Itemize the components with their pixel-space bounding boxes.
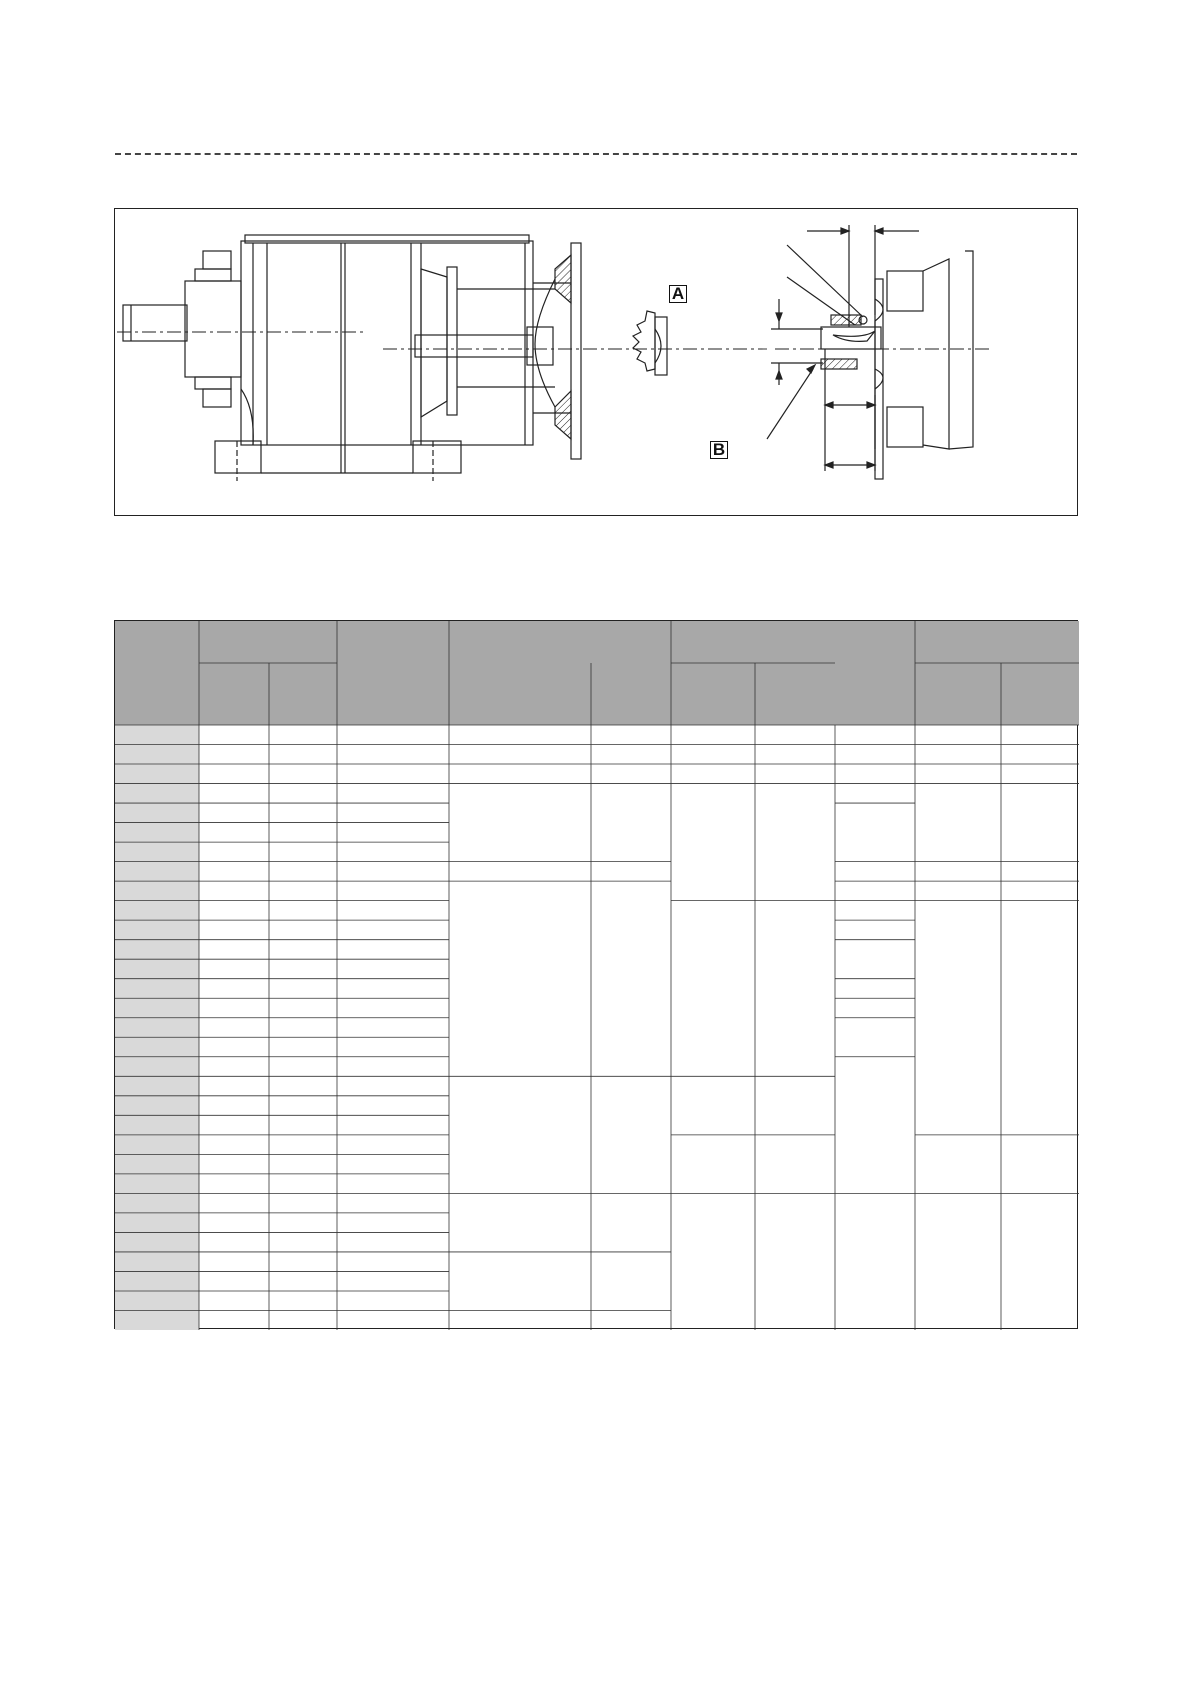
assembly-drawing-svg	[115, 209, 1079, 517]
table-grid-svg	[115, 621, 1079, 1330]
motor-adapter-drawing	[415, 243, 581, 459]
table-header-band	[115, 621, 1079, 725]
callout-b: B	[710, 441, 728, 459]
specification-table	[114, 620, 1078, 1329]
gear-reducer-drawing	[123, 235, 533, 481]
callout-a: A	[669, 285, 687, 303]
technical-drawing-panel	[114, 208, 1078, 516]
shaft-key-detail-drawing	[767, 225, 973, 479]
row-label-column	[115, 725, 199, 1330]
dashed-separator	[115, 153, 1077, 155]
coupling-spider-icon	[633, 311, 667, 375]
